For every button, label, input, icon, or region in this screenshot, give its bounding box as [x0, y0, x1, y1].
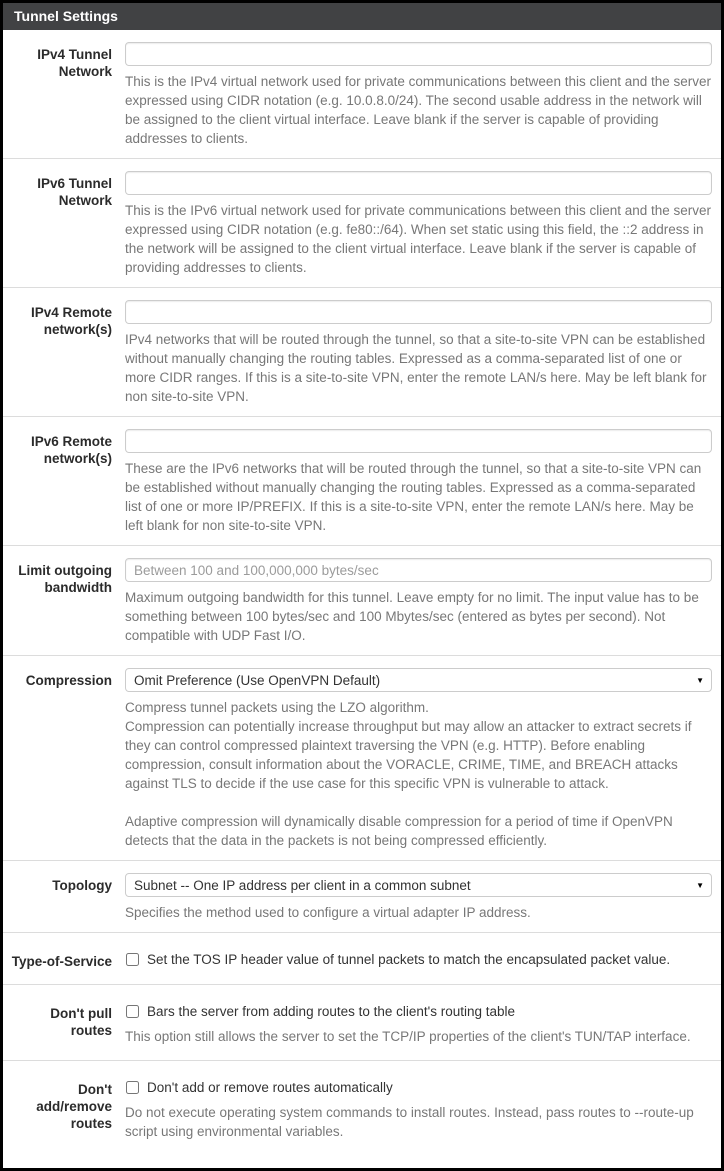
field-help: Do not execute operating system commands to install routes. Instead, pass routes to --route-up script using environmental variables. — [125, 1105, 694, 1139]
caret-down-icon: ▼ — [696, 675, 704, 685]
ipv6-remote-networks-input[interactable] — [125, 429, 712, 453]
field-help: This is the IPv6 virtual network used for private communications between this client and the server expressed using CIDR notation (e.g. fe80::/64). When set static using this field, the ::2 address in the network will be assigned to the client virtual interface. Leave blank if the server is capable of providing addresses to clients. — [125, 203, 712, 275]
field-help: Compression can potentially increase throughput but may allow an attacker to extract secrets if they can control compressed plaintext traversing the VPN (e.g. HTTP). Before enabling compression, consult information about the VORACLE, CRIME, TIME, and BREACH attacks against TLS to decide if the use case for this specific VPN is vulnerable to attack. — [125, 719, 692, 791]
tos-checkbox-label[interactable]: Set the TOS IP header value of tunnel packets to match the encapsulated packet value. — [147, 952, 671, 967]
field-help: This option still allows the server to set the TCP/IP properties of the client's TUN/TAP interface. — [125, 1029, 691, 1044]
field-label: IPv4 Tunnel Network — [37, 47, 112, 79]
field-help: Compress tunnel packets using the LZO algorithm. — [125, 700, 429, 715]
field-label: IPv6 Tunnel Network — [37, 176, 112, 208]
ipv4-remote-networks-input[interactable] — [125, 300, 712, 324]
field-label: Topology — [52, 878, 112, 893]
field-help: Adaptive compression will dynamically disable compression for a period of time if OpenVPN detects that the data in the packets is not being compressed efficiently. — [125, 814, 673, 848]
panel-title: Tunnel Settings — [14, 8, 118, 24]
caret-down-icon: ▼ — [696, 880, 704, 890]
ipv6-tunnel-network-input[interactable] — [125, 171, 712, 195]
row-ipv6-remote-networks — [3, 416, 721, 545]
dont-pull-routes-checkbox-label[interactable]: Bars the server from adding routes to the client's routing table — [147, 1004, 516, 1019]
field-label: IPv4 Remote network(s) — [30, 305, 112, 337]
dont-pull-routes-checkbox[interactable] — [126, 1005, 139, 1018]
panel-header — [3, 3, 721, 30]
row-dont-add-remove-routes — [3, 1060, 721, 1155]
ipv4-tunnel-network-input[interactable] — [125, 42, 712, 66]
compression-select-value: Omit Preference (Use OpenVPN Default) — [134, 672, 381, 688]
field-label: Type-of-Service — [11, 954, 112, 969]
row-limit-outgoing-bandwidth — [3, 545, 721, 655]
row-type-of-service — [3, 932, 721, 984]
field-label: Compression — [25, 673, 112, 688]
row-dont-pull-routes — [3, 984, 721, 1060]
row-ipv4-remote-networks — [3, 287, 721, 416]
row-compression — [3, 655, 721, 860]
topology-select[interactable] — [125, 873, 712, 897]
tos-checkbox[interactable] — [126, 953, 139, 966]
row-topology — [3, 860, 721, 932]
field-help: Maximum outgoing bandwidth for this tunnel. Leave empty for no limit. The input value has to be something between 100 bytes/sec and 100 Mbytes/sec (entered as bytes per second). Not compatible with UDP Fast I/O. — [125, 590, 699, 643]
field-help: IPv4 networks that will be routed through the tunnel, so that a site-to-site VPN can be established without manually changing the routing tables. Expressed as a comma-separated list of one or more CIDR ranges. If this is a site-to-site VPN, enter the remote LAN/s here. May be left blank for non site-to-site VPN. — [125, 332, 707, 404]
field-help: This is the IPv4 virtual network used for private communications between this client and the server expressed using CIDR notation (e.g. 10.0.8.0/24). The second usable address in the network will be assigned to the client virtual interface. Leave blank if the server is capable of providing addresses to clients. — [125, 74, 712, 146]
field-help: These are the IPv6 networks that will be routed through the tunnel, so that a site-to-site VPN can be established without manually changing the routing tables. Expressed as a comma-separated list of one or more IP/PREFIX. If this is a site-to-site VPN, enter the remote LAN/s here. May be left blank for non site-to-site VPN. — [125, 461, 702, 533]
field-label: IPv6 Remote network(s) — [30, 434, 112, 466]
outgoing-bandwidth-input[interactable] — [125, 558, 712, 582]
compression-select[interactable] — [125, 668, 712, 692]
field-label: Don't pull routes — [50, 1006, 112, 1038]
topology-select-value: Subnet -- One IP address per client in a common subnet — [134, 877, 471, 893]
row-ipv4-tunnel-network — [3, 30, 721, 158]
field-label: Don't add/remove routes — [36, 1082, 112, 1131]
field-help: Specifies the method used to configure a virtual adapter IP address. — [125, 905, 531, 920]
dont-add-remove-routes-checkbox[interactable] — [126, 1081, 139, 1094]
dont-add-remove-routes-checkbox-label[interactable]: Don't add or remove routes automatically — [147, 1080, 393, 1095]
row-ipv6-tunnel-network — [3, 158, 721, 287]
field-label: Limit outgoing bandwidth — [18, 563, 112, 595]
